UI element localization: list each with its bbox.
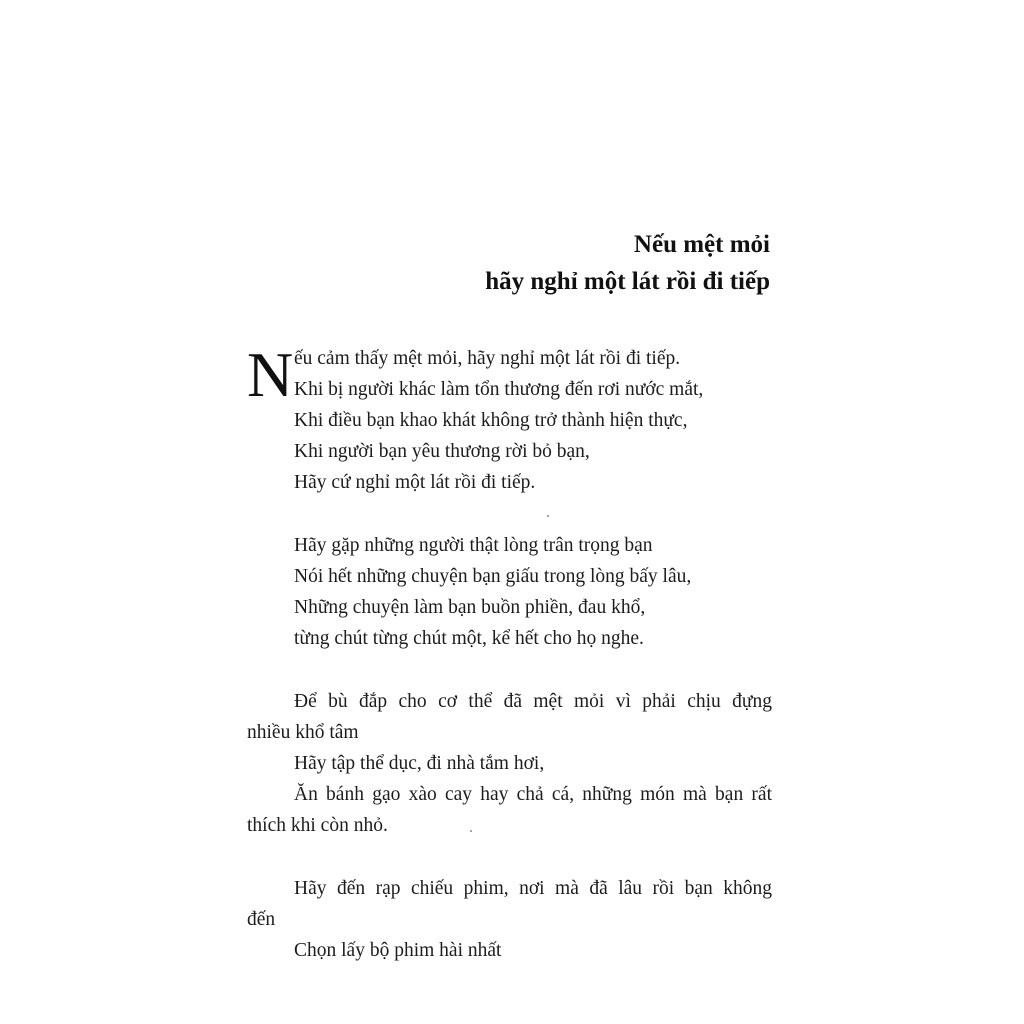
poem-title xyxy=(485,226,770,300)
stanza-2 xyxy=(247,530,772,654)
poem-line: Hãy gặp những người thật lòng trân trọng bạn xyxy=(294,535,653,556)
poem-line: Chọn lấy bộ phim hài nhất xyxy=(294,940,502,961)
poem-line: Những chuyện làm bạn buồn phiền, đau khổ, xyxy=(294,597,646,618)
drop-cap: N xyxy=(247,339,294,410)
poem-line: đến xyxy=(247,909,276,930)
title-line-1: Nếu mệt mỏi xyxy=(633,231,770,258)
poem-line: Hãy cứ nghỉ một lát rồi đi tiếp. xyxy=(294,472,536,493)
poem-line: Nói hết những chuyện bạn giấu trong lòng bấy lâu, xyxy=(294,566,692,587)
paper-speck xyxy=(547,515,549,517)
poem-body xyxy=(247,339,772,966)
poem-line: Hãy tập thể dục, đi nhà tắm hơi, xyxy=(294,753,545,774)
poem-line: Để bù đắp cho cơ thể đã mệt mỏi vì phải chịu đựng xyxy=(294,691,772,712)
stanza-4 xyxy=(247,873,772,966)
poem-line: Khi điều bạn khao khát không trở thành hiện thực, xyxy=(294,410,688,431)
poem-line: Ăn bánh gạo xào cay hay chả cá, những món mà bạn rất xyxy=(294,784,772,805)
poem-line: thích khi còn nhỏ. xyxy=(247,815,388,836)
stanza-3 xyxy=(247,686,772,841)
poem-line: nhiều khổ tâm xyxy=(247,722,359,743)
poem-line: Khi người bạn yêu thương rời bỏ bạn, xyxy=(294,441,590,462)
stanza-1 xyxy=(247,339,772,498)
poem-line: ếu cảm thấy mệt mỏi, hãy nghỉ một lát rồi đi tiếp. xyxy=(294,348,681,369)
paper-speck xyxy=(470,830,472,832)
poem-line: từng chút từng chút một, kể hết cho họ nghe. xyxy=(294,628,644,649)
poem-line: Hãy đến rạp chiếu phim, nơi mà đã lâu rồi bạn không xyxy=(294,878,772,899)
title-line-2: hãy nghỉ một lát rồi đi tiếp xyxy=(485,268,770,295)
poem-line: Khi bị người khác làm tổn thương đến rơi nước mắt, xyxy=(294,379,704,400)
